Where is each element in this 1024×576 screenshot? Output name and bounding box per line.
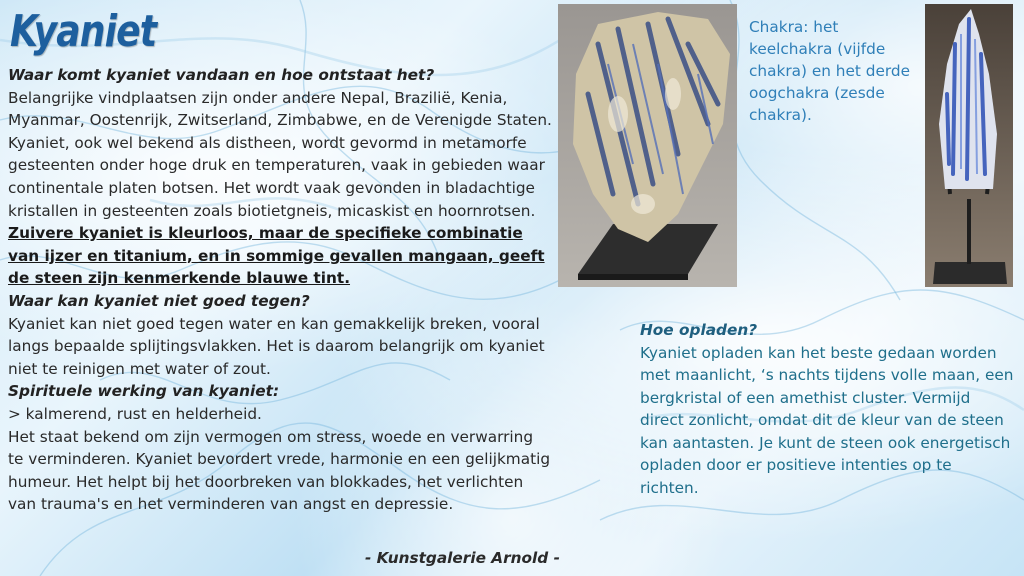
paragraph-spiritual: Het staat bekend om zijn vermogen om stress, woede en verwarring te verminderen. Kyaniet bevordert vrede, harmonie en een gelijkmatig humeur. Het helpt bij het doorbreken van blokkades, het verlichten van trauma's en het verminderen van angst en depressie.	[8, 427, 551, 514]
charging-heading: Hoe opladen?	[640, 321, 758, 339]
paragraph-color: Zuivere kyaniet is kleurloos, maar de specifieke combinatie van ijzer en titanium, en in sommige gevallen mangaan, geeft de steen zijn kenmerkende blauwe tint.	[8, 224, 545, 288]
page-title: Kyaniet	[10, 6, 157, 57]
signature: - Kunstgalerie Arnold -	[365, 549, 560, 567]
heading-origin: Waar komt kyaniet vandaan en hoe ontstaat het?	[8, 66, 435, 84]
charging-section	[640, 319, 1015, 499]
charging-text: Kyaniet opladen kan het beste gedaan worden met maanlicht, ‘s nachts tijdens volle maan, een bergkristal of een amethist cluster. Vermijd direct zonlicht, omdat dit de kleur van de steen kan aantasten. Je kunt de steen ook energetisch opladen door er positieve intenties op te richten.	[640, 343, 1014, 497]
paragraph-weakness: Kyaniet kan niet goed tegen water en kan gemakkelijk breken, vooral langs bepaalde splijtingsvlakken. Het is daarom belangrijk om kyaniet niet te reinigen met water of zout.	[8, 314, 545, 378]
chakra-text: Chakra: het keelchakra (vijfde chakra) en het derde oogchakra (zesde chakra).	[749, 18, 911, 124]
heading-weakness: Waar kan kyaniet niet goed tegen?	[8, 291, 310, 310]
main-text-column	[8, 64, 553, 516]
kyanite-specimen-photo	[558, 4, 737, 287]
paragraph-spiritual-summary: > kalmerend, rust en helderheid.	[8, 404, 262, 423]
kyanite-stand-photo	[925, 4, 1013, 287]
paragraph-origin: Belangrijke vindplaatsen zijn onder andere Nepal, Brazilië, Kenia, Myanmar, Oostenrijk, Zwitserland, Zimbabwe, en de Verenigde Staten. Kyaniet, ook wel bekend als distheen, wordt gevormd in metamorfe gesteenten onder hoge druk en temperaturen, vaak in gebieden waar continentale platen botsen. Het wordt vaak gevonden in bladachtige kristallen in gesteenten zoals biotietgneis, micaskist en hoornrotsen.	[8, 88, 552, 220]
heading-spiritual: Spirituele werking van kyaniet:	[8, 382, 280, 401]
